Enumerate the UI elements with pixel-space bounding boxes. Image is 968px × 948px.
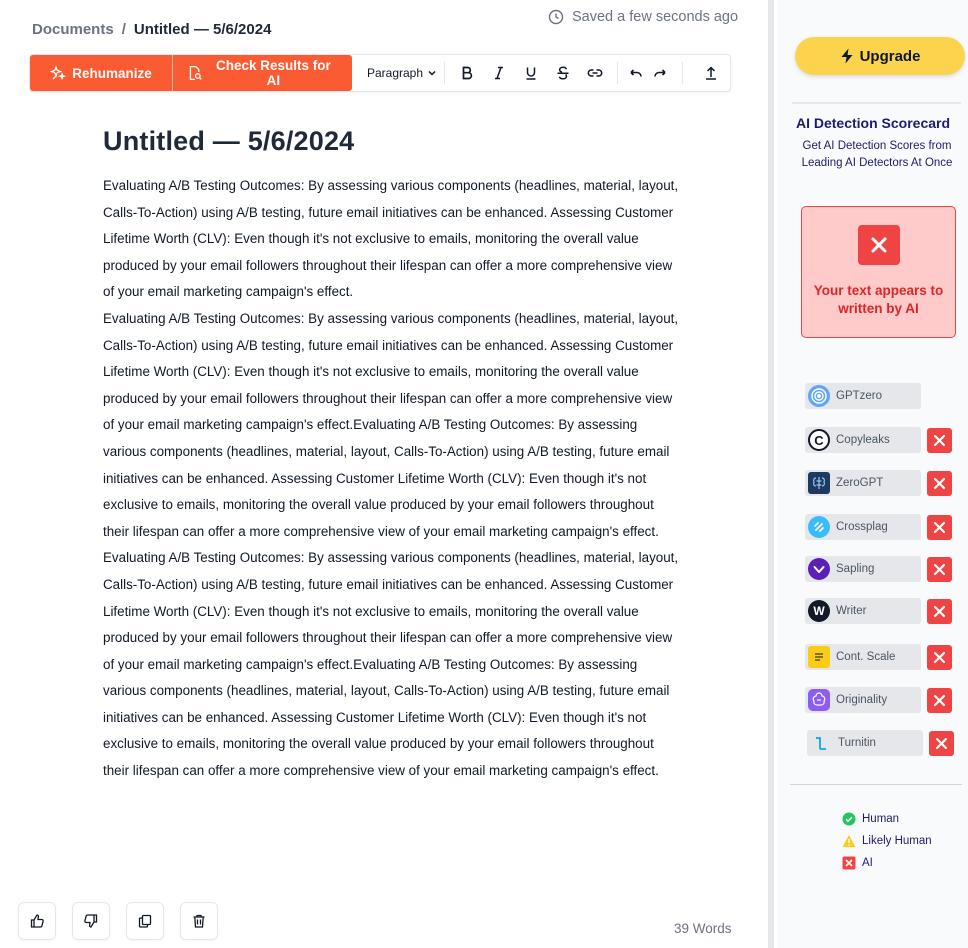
export-button[interactable] (695, 55, 727, 91)
toolbar-divider (444, 62, 445, 84)
save-status (548, 9, 738, 25)
legend-human (842, 808, 932, 830)
contentscale-logo-icon (808, 646, 830, 668)
feedback-actions (18, 902, 218, 940)
upgrade-label: Upgrade (859, 47, 921, 65)
block-type-value: Paragraph (366, 66, 424, 80)
document-editor[interactable] (103, 126, 683, 785)
redo-button[interactable] (648, 55, 672, 91)
document-paragraph[interactable]: Evaluating A/B Testing Outcomes: By assessing various components (headlines, material, layout, Calls-To-Action) using A/B testing, future email initiatives can be enhanced. Assessing Customer Lifetime Worth (CLV): Even though it's not exclusive to emails, monitoring the overall value produced by your email followers throughout their lifespan can offer a more comprehensive view of your email marketing campaign's effect.Evaluating A/B Testing Outcomes: By assessing various components (headlines, material, layout, Calls-To-Action) using A/B testing, future email initiatives can be enhanced. Assessing Customer Lifetime Worth (CLV): Even though it's not exclusive to emails, monitoring the overall value produced by your email followers throughout their lifespan can offer a more comprehensive view of your email marketing campaign's effect. (103, 310, 679, 539)
legend-human-label: Human (862, 813, 900, 825)
detector-zerogpt (805, 470, 952, 496)
breadcrumb (32, 21, 271, 38)
strikethrough-button[interactable] (547, 55, 579, 91)
clock-icon (548, 9, 564, 25)
detector-chip (805, 598, 921, 624)
detector-name: Sapling (836, 563, 875, 575)
document-search-icon (187, 65, 203, 81)
document-title[interactable]: Untitled — 5/6/2024 (103, 126, 355, 156)
rehumanize-button[interactable] (30, 55, 172, 91)
detector-chip (805, 644, 921, 670)
turnitin-logo-icon (810, 732, 832, 754)
detector-writer (805, 598, 952, 624)
strikethrough-icon (555, 65, 571, 81)
scorecard-subtitle: Get AI Detection Scores from Leading AI Detectors At Once (801, 140, 953, 169)
detector-crossplag (805, 514, 952, 540)
gptzero-logo-icon (808, 385, 830, 407)
editor-toolbar (29, 54, 731, 92)
ai-result-x-icon (927, 471, 952, 496)
chevron-down-icon (427, 68, 437, 78)
detector-name: Writer (836, 605, 867, 617)
check-ai-button[interactable] (172, 55, 352, 91)
x-square-icon (842, 856, 856, 870)
underline-button[interactable] (515, 55, 547, 91)
detector-contentscale (805, 644, 952, 670)
word-count: 39 Words (674, 921, 732, 936)
detector-name: Turnitin (838, 737, 876, 749)
legend-ai-label: AI (862, 857, 873, 869)
zerogpt-logo-icon (808, 472, 830, 494)
save-status-text: Saved a few seconds ago (572, 9, 739, 25)
detector-name: ZeroGPT (836, 477, 884, 489)
panel-divider[interactable] (768, 0, 774, 948)
crossplag-logo-icon (808, 516, 830, 538)
redo-icon (652, 65, 668, 81)
detector-copyleaks (805, 427, 952, 453)
verdict-card (801, 206, 956, 338)
ai-result-x-icon (927, 428, 952, 453)
ai-result-x-icon (927, 515, 952, 540)
panel-separator (792, 102, 961, 104)
detector-chip (805, 556, 921, 582)
thumbs-up-button[interactable] (18, 902, 56, 940)
document-body[interactable] (103, 173, 683, 785)
underline-icon (523, 65, 539, 81)
breadcrumb-current: Untitled — 5/6/2024 (133, 21, 272, 38)
ai-result-x-icon (927, 688, 952, 713)
legend-likely-human (842, 830, 932, 852)
legend-ai (842, 852, 932, 874)
verdict-text: Your text appears to written by AI (813, 283, 944, 316)
document-paragraph[interactable]: Evaluating A/B Testing Outcomes: By assessing various components (headlines, material, layout, Calls-To-Action) using A/B testing, future email initiatives can be enhanced. Assessing Customer Lifetime Worth (CLV): Even though it's not exclusive to emails, monitoring the overall value produced by your email followers throughout their lifespan can offer a more comprehensive view of your email marketing campaign's effect. (103, 178, 679, 300)
check-circle-icon (842, 812, 856, 826)
detector-name: Crossplag (836, 521, 888, 533)
undo-icon (628, 65, 644, 81)
breadcrumb-documents[interactable]: Documents (32, 21, 114, 38)
export-icon (703, 65, 719, 81)
detector-chip (805, 427, 921, 453)
ai-x-icon (858, 225, 900, 265)
panel-separator (790, 784, 962, 785)
copy-icon (137, 913, 153, 929)
scorecard-title: AI Detection Scorecard (795, 115, 951, 131)
detector-chip (805, 470, 921, 496)
ai-result-x-icon (929, 731, 954, 756)
check-ai-label: Check Results for AI (215, 58, 331, 88)
block-type-select[interactable] (366, 55, 438, 91)
originality-logo-icon (808, 689, 830, 711)
toolbar-divider (617, 62, 618, 84)
trash-icon (191, 913, 207, 929)
detector-sapling (805, 556, 952, 582)
ai-result-x-icon (927, 645, 952, 670)
legend-likely-human-label: Likely Human (862, 835, 932, 847)
rehumanize-label: Rehumanize (72, 65, 152, 81)
thumbs-down-button[interactable] (72, 902, 110, 940)
delete-button[interactable] (180, 902, 218, 940)
detector-name: Copyleaks (836, 434, 890, 446)
bold-icon (459, 65, 475, 81)
detector-chip (807, 730, 923, 756)
sparkle-icon (50, 65, 66, 81)
detector-name: Cont. Scale (836, 651, 896, 663)
detector-name: Originality (836, 694, 888, 706)
copyleaks-logo-icon: C (808, 429, 830, 451)
italic-button[interactable] (483, 55, 515, 91)
ai-detection-panel (778, 0, 968, 948)
warning-icon (842, 834, 856, 848)
bold-button[interactable] (451, 55, 483, 91)
detector-name: GPTzero (836, 390, 883, 402)
sapling-logo-icon (808, 558, 830, 580)
italic-icon (491, 65, 507, 81)
upgrade-button[interactable] (795, 37, 965, 75)
copy-button[interactable] (126, 902, 164, 940)
breadcrumb-separator: / (121, 21, 126, 38)
detector-turnitin (807, 730, 954, 756)
thumbs-down-icon (83, 913, 99, 929)
detector-chip (805, 687, 921, 713)
detector-gptzero (805, 383, 921, 409)
detector-chip (805, 383, 921, 409)
ai-result-x-icon (927, 599, 952, 624)
thumbs-up-icon (29, 913, 45, 929)
link-button[interactable] (579, 55, 611, 91)
link-icon (587, 65, 603, 81)
result-legend (842, 808, 932, 874)
detector-originality (805, 687, 952, 713)
ai-result-x-icon (927, 557, 952, 582)
toolbar-divider (682, 62, 683, 84)
undo-button[interactable] (624, 55, 648, 91)
document-paragraph[interactable]: Evaluating A/B Testing Outcomes: By assessing various components (headlines, material, layout, Calls-To-Action) using A/B testing, future email initiatives can be enhanced. Assessing Customer Lifetime Worth (CLV): Even though it's not exclusive to emails, monitoring the overall value produced by your email followers throughout their lifespan can offer a more comprehensive view of your email marketing campaign's effect.Evaluating A/B Testing Outcomes: By assessing various components (headlines, material, layout, Calls-To-Action) using A/B testing, future email initiatives can be enhanced. Assessing Customer Lifetime Worth (CLV): Even though it's not exclusive to emails, monitoring the overall value produced by your email followers throughout their lifespan can offer a more comprehensive view of your email marketing campaign's effect. (103, 550, 679, 779)
writer-logo-icon: W (808, 600, 830, 622)
lightning-icon (840, 48, 854, 64)
detector-chip (805, 514, 921, 540)
